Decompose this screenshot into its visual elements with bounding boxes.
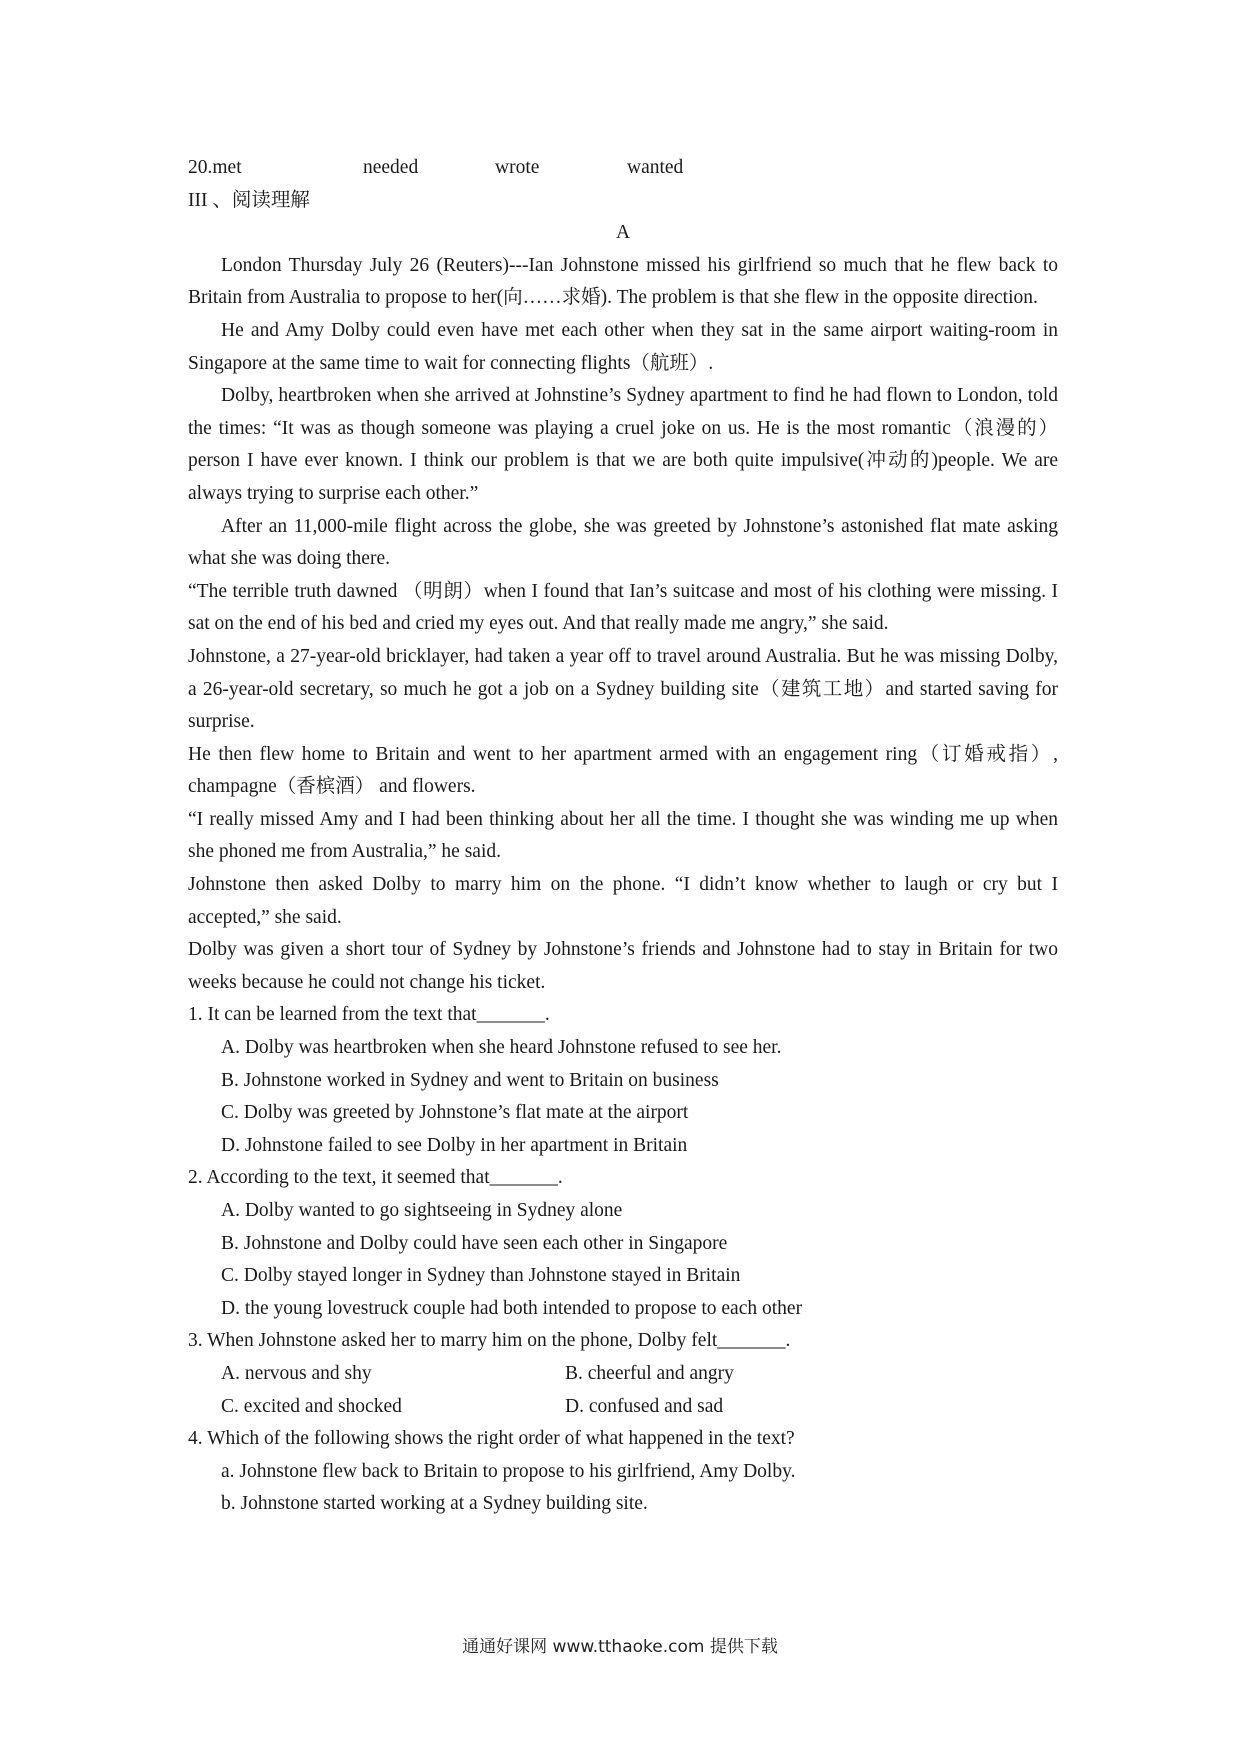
passage-paragraph: London Thursday July 26 (Reuters)---Ian Johnstone missed his girlfriend so much that he flew back to Britain from Australia to propose to her(向……求婚). The problem is that she flew in the opposite direction.: [188, 254, 1058, 309]
question-option: A. Dolby wanted to go sightseeing in Sydney alone: [221, 1200, 623, 1221]
option-row: [188, 1358, 1058, 1391]
question-3: [188, 1325, 1058, 1423]
answer-line: [188, 152, 1058, 185]
passage-paragraph: “I really missed Amy and I had been thinking about her all the time. I thought she was winding me up when she phoned me from Australia,” he said.: [188, 808, 1058, 863]
option-row: [188, 1391, 1058, 1424]
question-option: D. confused and sad: [565, 1395, 724, 1417]
question-option: D. the young lovestruck couple had both intended to propose to each other: [221, 1297, 803, 1319]
answer-word: wrote: [495, 157, 540, 178]
passage-paragraph: He then flew home to Britain and went to her apartment armed with an engagement ring（订婚戒指）, champagne（香槟酒） and flowers.: [188, 743, 1058, 798]
passage-paragraph: “The terrible truth dawned （明朗）when I found that Ian’s suitcase and most of his clothing were missing. I sat on the end of his bed and cried my eyes out. And that really made me angry,” she said.: [188, 580, 1058, 635]
page-content: [188, 152, 1058, 1521]
question-option: A. nervous and shy: [221, 1362, 372, 1384]
question-option: b. Johnstone started working at a Sydney building site.: [221, 1493, 648, 1515]
question-option: B. Johnstone and Dolby could have seen each other in Singapore: [221, 1232, 728, 1254]
question-option: C. excited and shocked: [221, 1395, 402, 1417]
question-option: a. Johnstone flew back to Britain to propose to his girlfriend, Amy Dolby.: [221, 1460, 796, 1482]
question-option: B. Johnstone worked in Sydney and went to Britain on business: [221, 1069, 719, 1091]
passage-paragraph: He and Amy Dolby could even have met each other when they sat in the same airport waiting-room in Singapore at the same time to wait for connecting flights（航班）.: [188, 319, 1058, 374]
passage-paragraph: Johnstone, a 27-year-old bricklayer, had taken a year off to travel around Australia. But he was missing Dolby, a 26-year-old secretary, so much he got a job on a Sydney building site（建筑工地）and started saving for surprise.: [188, 645, 1058, 733]
section-heading: III 、阅读理解: [188, 189, 310, 211]
passage-paragraph: Dolby, heartbroken when she arrived at Johnstine’s Sydney apartment to find he had flown to London, told the times: “It was as though someone was playing a cruel joke on us. He is the most romantic（浪漫的） person I have ever known. I think our problem is that we are both quite impulsive(冲动的)people. We are always trying to surprise each other.”: [188, 385, 1058, 504]
passage-paragraph: Dolby was given a short tour of Sydney by Johnstone’s friends and Johnstone had to stay in Britain for two weeks because he could not change his ticket.: [188, 939, 1058, 993]
question-stem: 2. According to the text, it seemed that_______.: [188, 1167, 563, 1189]
passage: [188, 250, 1058, 1000]
passage-paragraph: Johnstone then asked Dolby to marry him on the phone. “I didn’t know whether to laugh or cry but I accepted,” she said.: [188, 874, 1058, 928]
answer-word: wanted: [627, 157, 684, 178]
question-1: [188, 999, 1058, 1162]
passage-letter: A: [615, 222, 631, 244]
question-stem: 3. When Johnstone asked her to marry him on the phone, Dolby felt_______.: [188, 1330, 791, 1352]
question-4: [188, 1423, 1058, 1521]
answer-word: 20.met: [188, 157, 242, 178]
passage-paragraph: After an 11,000-mile flight across the globe, she was greeted by Johnstone’s astonished flat mate asking what she was doing there.: [188, 515, 1058, 570]
question-stem: 1. It can be learned from the text that_______.: [188, 1004, 550, 1026]
answer-word: needed: [363, 157, 419, 178]
question-option: A. Dolby was heartbroken when she heard Johnstone refused to see her.: [221, 1037, 782, 1059]
question-option: C. Dolby was greeted by Johnstone’s flat mate at the airport: [221, 1102, 689, 1124]
question-stem: 4. Which of the following shows the right order of what happened in the text?: [188, 1428, 795, 1450]
question-2: [188, 1162, 1058, 1325]
question-option: C. Dolby stayed longer in Sydney than Johnstone stayed in Britain: [221, 1265, 741, 1287]
question-option: D. Johnstone failed to see Dolby in her apartment in Britain: [221, 1134, 688, 1156]
question-option: B. cheerful and angry: [565, 1362, 734, 1384]
page-footer: 通通好课网 www.tthaoke.com 提供下载: [462, 1637, 778, 1657]
